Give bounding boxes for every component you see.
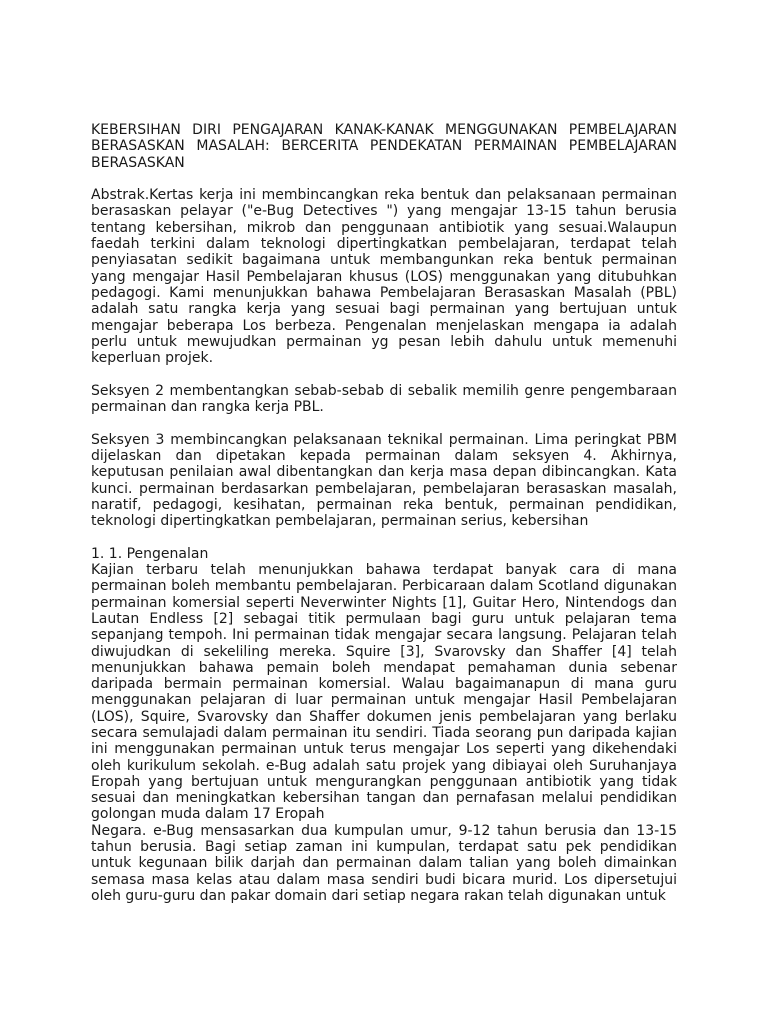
intro-paragraph-2: Negara. e-Bug mensasarkan dua kumpulan umur, 9-12 tahun berusia dan 13-15 tahun berusia. Bagi setiap zaman ini kumpulan, terdapat satu pek pendidikan untuk kegunaan bilik darjah dan permainan dalam talian yang boleh dimainkan semasa masa kelas atau dalam masa sendiri budi bicara murid. Los dipersetujui oleh guru-guru dan pakar domain dari setiap negara rakan telah digunakan untuk	[91, 822, 677, 904]
section-3-paragraph: Seksyen 3 membincangkan pelaksanaan teknikal permainan. Lima peringkat PBM dijelaskan dan dipetakan kepada permainan dalam seksyen 4. Akhirnya, keputusan penilaian awal dibentangkan dan kerja masa depan dibincangkan. Kata kunci. permainan berdasarkan pembelajaran, pembelajaran berasaskan masalah, naratif, pedagogi, kesihatan, permainan reka bentuk, permainan pendidikan, teknologi dipertingkatkan pembelajaran, permainan serius, kebersihan	[91, 431, 677, 530]
abstract-paragraph: Abstrak.Kertas kerja ini membincangkan reka bentuk dan pelaksanaan permainan berasaskan pelayar ("e-Bug Detectives ") yang mengajar 13-15 tahun berusia tentang kebersihan, mikrob dan penggunaan antibiotik yang sesuai.Walaupun faedah terkini dalam teknologi dipertingkatkan pembelajaran, terdapat telah penyiasatan sedikit bagaimana untuk membangunkan reka bentuk permainan yang mengajar Hasil Pembelajaran khusus (LOS) menggunakan yang ditubuhkan pedagogi. Kami menunjukkan bahawa Pembelajaran Berasaskan Masalah (PBL) adalah satu rangka kerja yang sesuai bagi permainan yang bertujuan untuk mengajar beberapa Los berbeza. Pengenalan menjelaskan mengapa ia adalah perlu untuk mewujudkan permainan yg pesan lebih dahulu untuk memenuhi keperluan projek.	[91, 187, 677, 367]
document-title: KEBERSIHAN DIRI PENGAJARAN KANAK-KANAK MENGGUNAKAN PEMBELAJARAN BERASASKAN MASALAH: BERCERITA PENDEKATAN PERMAINAN PEMBELAJARAN BERASASKAN	[91, 122, 677, 171]
intro-heading: 1. 1. Pengenalan	[91, 545, 209, 562]
section-2-paragraph: Seksyen 2 membentangkan sebab-sebab di sebalik memilih genre pengembaraan permainan dan rangka kerja PBL.	[91, 382, 677, 416]
document-page	[91, 122, 677, 904]
intro-paragraph-1: Kajian terbaru telah menunjukkan bahawa terdapat banyak cara di mana permainan boleh membantu pembelajaran. Perbicaraan dalam Scotland digunakan permainan komersial seperti Neverwinter Nights [1], Guitar Hero, Nintendogs dan Lautan Endless [2] sebagai titik permulaan bagi guru untuk pelajaran tema sepanjang tempoh. Ini permainan tidak mengajar secara langsung. Pelajaran telah diwujudkan di sekeliling mereka. Squire [3], Svarovsky dan Shaffer [4] telah menunjukkan bahawa pemain boleh mendapat pemahaman dunia sebenar daripada bermain permainan komersial. Walau bagaimanapun di mana guru menggunakan pelajaran di luar permainan untuk mengajar Hasil Pembelajaran (LOS), Squire, Svarovsky dan Shaffer dokumen jenis pembelajaran yang berlaku secara semulajadi dalam permainan itu sendiri. Tiada seorang pun daripada kajian ini menggunakan permainan untuk terus mengajar Los seperti yang dikehendaki oleh kurikulum sekolah. e-Bug adalah satu projek yang dibiayai oleh Suruhanjaya Eropah yang bertujuan untuk mengurangkan penggunaan antibiotik yang tidak sesuai dan meningkatkan kebersihan tangan dan pernafasan melalui pendidikan golongan muda dalam 17 Eropah	[91, 562, 677, 823]
